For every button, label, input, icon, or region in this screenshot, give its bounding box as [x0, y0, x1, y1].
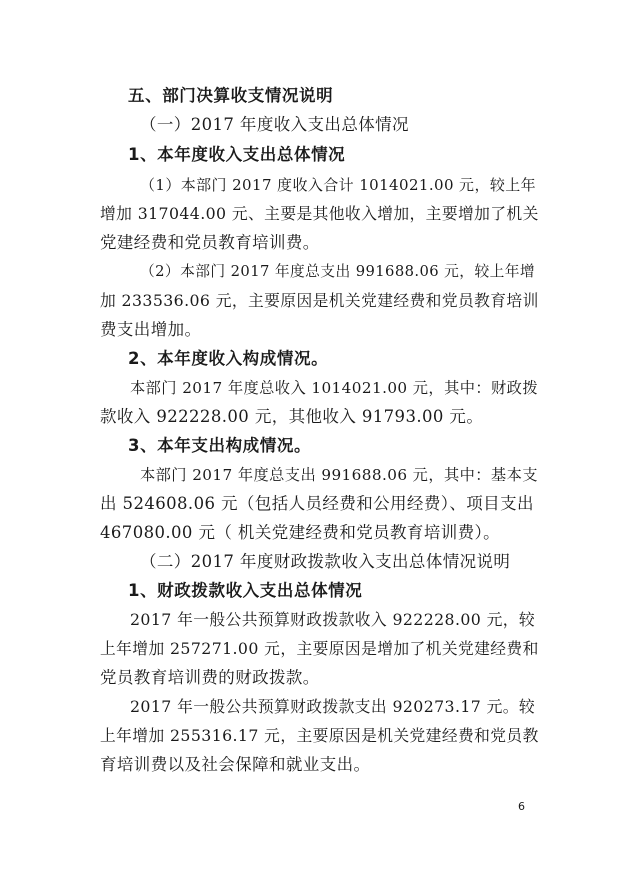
paragraph-line: 费支出增加。	[100, 320, 202, 339]
page-number: 6	[518, 800, 525, 813]
paragraph-line: 2017 年一般公共预算财政拨款支出 920273.17 元。较	[130, 697, 536, 716]
paragraph-line: 467080.00 元（ 机关党建经费和党员教育培训费）。	[100, 523, 501, 542]
heading-2: 2、本年度收入构成情况。	[128, 349, 329, 368]
paragraph-line: 款收入 922228.00 元，其他收入 91793.00 元。	[100, 407, 484, 426]
paragraph-line: 党员教育培训费的财政拨款。	[100, 668, 320, 687]
paragraph-line: 上年增加 257271.00 元，主要原因是增加了机关党建经费和	[100, 639, 539, 658]
paragraph-line: 党建经费和党员教育培训费。	[100, 233, 320, 252]
paragraph-line: （2）本部门 2017 年度总支出 991688.06 元，较上年增	[140, 263, 536, 280]
paragraph-line: 本部门 2017 年度总收入 1014021.00 元，其中：财政拨	[130, 379, 538, 397]
paragraph-line: 增加 317044.00 元、主要是其他收入增加，主要增加了机关	[100, 204, 539, 223]
paragraph-line: 出 524608.06 元（包括人员经费和公用经费）、项目支出	[100, 494, 534, 513]
subsection-title-1: （一）2017 年度收入支出总体情况	[140, 115, 409, 134]
paragraph-line: （1）本部门 2017 度收入合计 1014021.00 元，较上年	[140, 176, 537, 194]
paragraph-line: 本部门 2017 年度总支出 991688.06 元，其中：基本支	[140, 466, 538, 484]
paragraph-line: 加 233536.06 元，主要原因是机关党建经费和党员教育培训	[100, 291, 539, 310]
paragraph-line: 育培训费以及社会保障和就业支出。	[100, 755, 371, 774]
subsection-title-2: （二）2017 年度财政拨款收入支出总体情况说明	[140, 552, 511, 571]
paragraph-line: 上年增加 255316.17 元，主要原因是机关党建经费和党员教	[100, 726, 539, 745]
paragraph-line: 2017 年一般公共预算财政拨款收入 922228.00 元，较	[130, 610, 536, 629]
heading-3: 3、本年支出构成情况。	[128, 436, 312, 455]
section-heading: 五、部门决算收支情况说明	[128, 86, 334, 105]
heading-1: 1、本年度收入支出总体情况	[128, 145, 346, 164]
heading-4: 1、财政拨款收入支出总体情况	[128, 581, 363, 600]
